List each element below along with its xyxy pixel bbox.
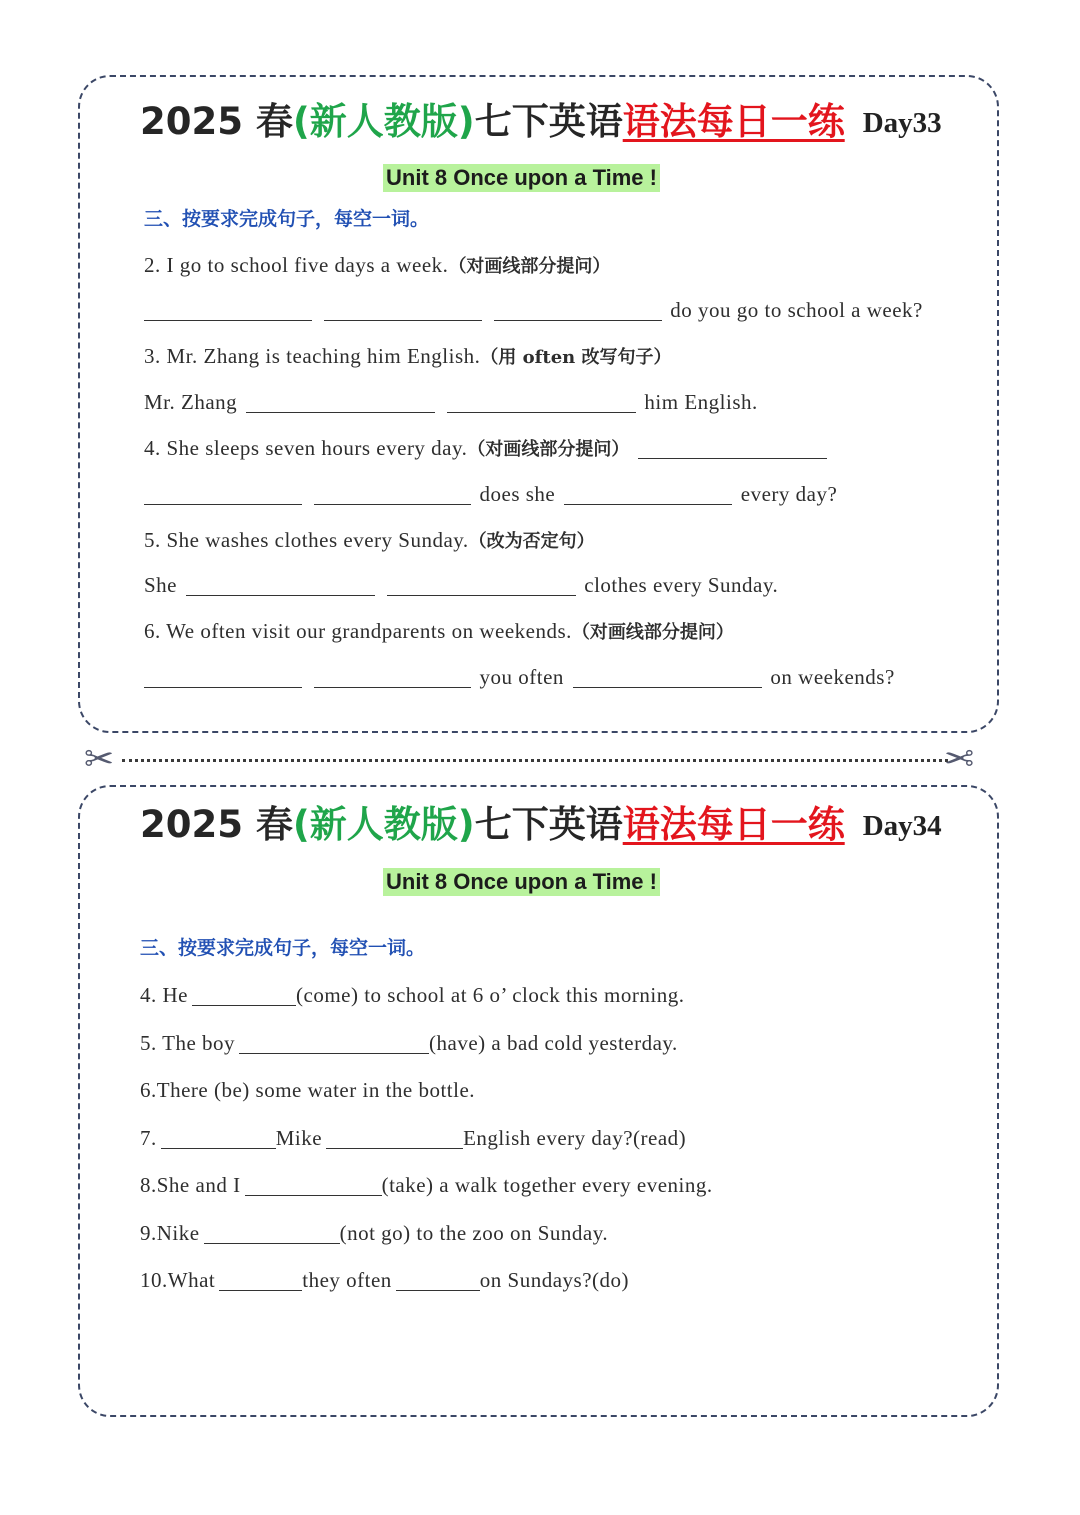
- answer-line-4: [144, 480, 837, 508]
- item-lead: 7.: [140, 1126, 157, 1150]
- question-task: （对画线部分提问）: [448, 256, 611, 277]
- answer-blank: [447, 392, 636, 413]
- question-sentence: 2. I go to school five days a week.: [144, 253, 449, 277]
- question-2: [144, 251, 610, 281]
- item-lead: 6.There (be) some water in the bottle.: [140, 1078, 476, 1102]
- answer-blank: [564, 484, 732, 505]
- title-grade: 七下英语: [474, 100, 623, 143]
- item-lead: 5. The boy: [140, 1031, 236, 1055]
- answer-head: She: [144, 573, 177, 597]
- question-6: [144, 617, 734, 647]
- title-edition: (新人教版): [292, 100, 475, 143]
- answer-blank: [192, 985, 296, 1006]
- answer-tail: every day?: [740, 482, 838, 506]
- section-heading: 三、按要求完成句子，每空一词。: [140, 937, 426, 959]
- item-after: (take) a walk together every evening.: [381, 1173, 713, 1197]
- answer-middle: does she: [479, 482, 556, 506]
- answer-blank: [245, 1175, 382, 1196]
- exercise-item: [140, 1076, 475, 1104]
- title-day: Day33: [862, 107, 942, 139]
- question-sentence: 6. We often visit our grandparents on weekends.: [144, 619, 572, 643]
- exercise-item: [140, 1029, 678, 1057]
- answer-line-3: [144, 388, 758, 416]
- title-edition: (新人教版): [292, 803, 475, 846]
- item-after: (not go) to the zoo on Sunday.: [339, 1221, 609, 1245]
- question-sentence: 3. Mr. Zhang is teaching him English.: [144, 344, 481, 368]
- exercise-item: [140, 1124, 686, 1152]
- title-grade: 七下英语: [474, 803, 623, 846]
- answer-blank: [396, 1270, 480, 1291]
- answer-blank: [219, 1270, 302, 1291]
- answer-blank: [314, 484, 471, 505]
- item-mid: Mike: [275, 1126, 323, 1150]
- question-5: [144, 526, 595, 556]
- cut-line-divider: [122, 759, 948, 762]
- item-lead: 9.Nike: [140, 1221, 200, 1245]
- answer-tail: do you go to school a week?: [670, 298, 923, 322]
- answer-line-6: [144, 663, 895, 691]
- answer-tail: on weekends?: [770, 665, 895, 689]
- scissors-icon: ✂: [944, 739, 975, 780]
- item-after: (come) to school at 6 o’ clock this morning.: [296, 983, 685, 1007]
- question-4: [144, 434, 830, 464]
- answer-blank: [186, 575, 375, 596]
- unit-heading: Unit 8 Once upon a Time !: [383, 868, 660, 896]
- title-year: 2025 春: [140, 803, 293, 846]
- answer-blank: [144, 300, 312, 321]
- section-heading: 三、按要求完成句子，每空一词。: [144, 208, 430, 230]
- title-series: 语法每日一练: [622, 100, 845, 143]
- answer-blank: [638, 438, 827, 459]
- item-after: on Sundays?(do): [479, 1268, 630, 1292]
- exercise-item: [140, 1266, 629, 1294]
- item-lead: 10.What: [140, 1268, 216, 1292]
- question-task: （对画线部分提问）: [467, 439, 630, 460]
- question-task: （用 often 改写句子）: [480, 347, 672, 368]
- exercise-item: [140, 1171, 713, 1199]
- question-task: （改为否定句）: [468, 531, 595, 552]
- title-series: 语法每日一练: [622, 803, 845, 846]
- item-lead: 4. He: [140, 983, 188, 1007]
- answer-blank: [387, 575, 576, 596]
- answer-tail: clothes every Sunday.: [584, 573, 779, 597]
- answer-tail: him English.: [644, 390, 758, 414]
- item-after: (have) a bad cold yesterday.: [429, 1031, 678, 1055]
- item-after: English every day?(read): [463, 1126, 687, 1150]
- title-day: Day34: [862, 810, 942, 842]
- answer-blank: [144, 667, 302, 688]
- exercise-item: [140, 1219, 608, 1247]
- question-task: （对画线部分提问）: [571, 622, 734, 643]
- answer-blank: [314, 667, 471, 688]
- answer-blank: [161, 1128, 276, 1149]
- answer-line-5: [144, 571, 778, 599]
- question-sentence: 4. She sleeps seven hours every day.: [144, 436, 468, 460]
- answer-blank: [573, 667, 762, 688]
- title-year: 2025 春: [140, 100, 293, 143]
- answer-blank: [324, 300, 482, 321]
- question-3: [144, 342, 672, 372]
- answer-middle: you often: [479, 665, 564, 689]
- worksheet-title: [140, 801, 942, 850]
- question-sentence: 5. She washes clothes every Sunday.: [144, 528, 469, 552]
- exercise-item: [140, 981, 684, 1009]
- answer-blank: [239, 1033, 429, 1054]
- scissors-icon: ✂: [84, 739, 115, 780]
- answer-blank: [326, 1128, 463, 1149]
- item-lead: 8.She and I: [140, 1173, 241, 1197]
- answer-head: Mr. Zhang: [144, 390, 238, 414]
- item-mid: they often: [302, 1268, 392, 1292]
- answer-blank: [246, 392, 435, 413]
- answer-blank: [144, 484, 302, 505]
- answer-blank: [494, 300, 662, 321]
- worksheet-title: [140, 98, 942, 147]
- answer-blank: [204, 1223, 340, 1244]
- unit-heading: Unit 8 Once upon a Time !: [383, 164, 660, 192]
- answer-line-2: [144, 296, 923, 324]
